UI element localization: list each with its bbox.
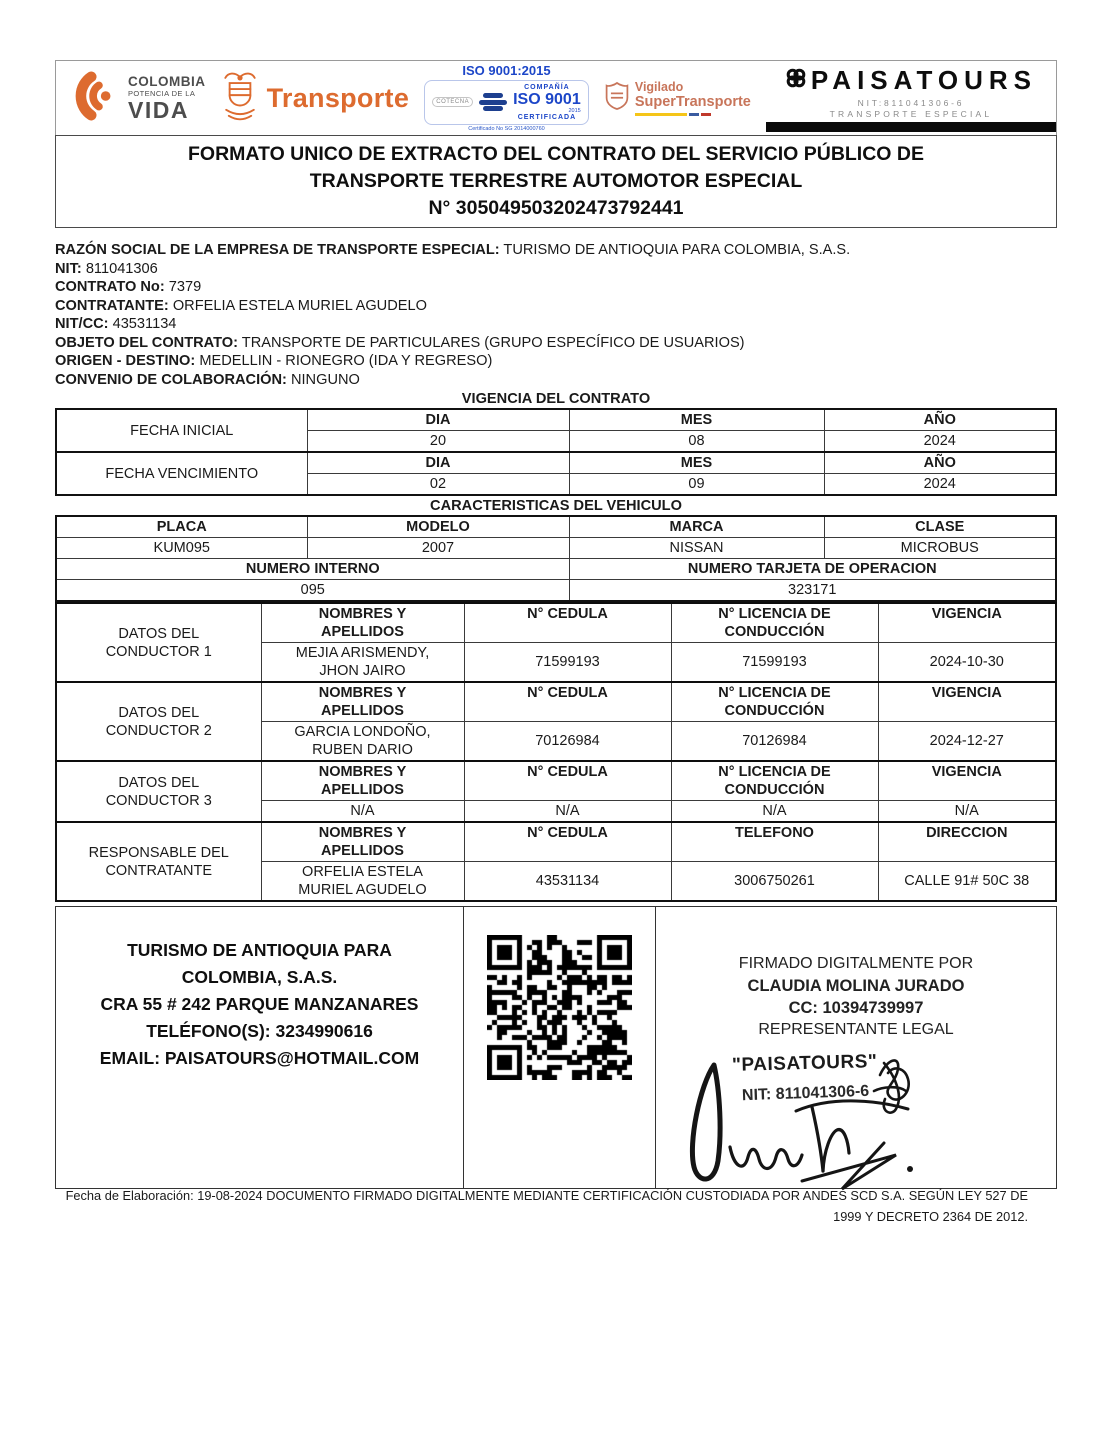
title-number: N° 305049503202473792441 (428, 197, 684, 219)
stamp-nit: NIT: 811041306-6 (741, 1082, 870, 1105)
info-row: ORIGEN - DESTINO: MEDELLIN - RIONEGRO (IDA Y REGRESO) (55, 353, 493, 369)
iso-title: ISO 9001:2015 (462, 62, 551, 78)
colombia-flag-bars (635, 113, 751, 116)
paisatours-nit: NIT:811041306-6 (857, 97, 965, 108)
cell-value: 3006750261 (671, 862, 878, 902)
column-header: MES (569, 452, 824, 474)
section-label: RESPONSABLE DEL CONTRATANTE (56, 822, 261, 901)
column-header: NOMBRES Y APELLIDOS (261, 822, 464, 862)
table-row (56, 761, 1056, 801)
cell-value: 09 (569, 474, 824, 496)
title-line-1: FORMATO UNICO DE EXTRACTO DEL CONTRATO DEL SERVICIO PÚBLICO DE (187, 143, 924, 165)
column-header: N° CEDULA (464, 822, 671, 862)
company-address: CRA 55 # 242 PARQUE MANZANARES (100, 994, 419, 1014)
transporte-logo (221, 69, 410, 128)
info-row: OBJETO DEL CONTRATO: TRANSPORTE DE PARTICULARES (GRUPO ESPECÍFICO DE USUARIOS) (55, 334, 745, 351)
column-header: NUMERO TARJETA DE OPERACION (569, 559, 1056, 580)
iso-cert-number: Certificado No SG 2014000760 (468, 126, 545, 132)
company-email: EMAIL: PAISATOURS@HOTMAIL.COM (99, 1048, 420, 1068)
info-row: RAZÓN SOCIAL DE LA EMPRESA DE TRANSPORTE ESPECIAL: TURISMO DE ANTIOQUIA PARA COLOMBIA, S.A.S. (55, 242, 851, 258)
cell-value: 70126984 (671, 722, 878, 762)
table-row (56, 822, 1056, 862)
stamp-company: "PAISATOURS" (731, 1051, 878, 1076)
contract-info (55, 241, 1057, 389)
cell-value: 2024-12-27 (878, 722, 1056, 762)
vigencia-heading: VIGENCIA DEL CONTRATO (461, 391, 651, 407)
row-label: FECHA VENCIMIENTO (56, 452, 307, 495)
colombia-vida-label: VIDA (128, 96, 189, 123)
cotecna-label: COTECNA (432, 97, 473, 107)
column-header: PLACA (56, 516, 307, 538)
cell-value: 43531134 (464, 862, 671, 902)
iso-compania: COMPAÑÍA (524, 83, 570, 91)
company-info (56, 907, 464, 1188)
column-header: N° LICENCIA DE CONDUCCIÓN (671, 761, 878, 801)
colombia-label: COLOMBIA (128, 73, 206, 89)
header-logos (55, 60, 1057, 136)
paisatours-knot-icon (785, 67, 807, 94)
cell-value: 71599193 (464, 643, 671, 683)
info-row: NIT: 811041306 (55, 260, 158, 277)
signer-cc: CC: 10394739997 (788, 999, 924, 1017)
column-header: NOMBRES Y APELLIDOS (261, 761, 464, 801)
row-label: FECHA INICIAL (56, 409, 307, 452)
column-header: VIGENCIA (878, 761, 1056, 801)
signed-by-label: FIRMADO DIGITALMENTE POR (738, 955, 974, 972)
column-header: N° CEDULA (464, 682, 671, 722)
cell-value: 70126984 (464, 722, 671, 762)
section-label: DATOS DEL CONDUCTOR 2 (56, 682, 261, 761)
cell-value: 2024 (824, 474, 1056, 496)
table-row (56, 452, 1056, 474)
column-header: AÑO (824, 452, 1056, 474)
vigilado-label: Vigilado (634, 79, 684, 94)
iso-certification-logo (424, 64, 588, 133)
column-header: TELEFONO (671, 822, 878, 862)
column-header: DIA (307, 409, 569, 431)
colombia-logo (72, 71, 206, 126)
document-title (55, 135, 1057, 228)
cell-value: N/A (878, 801, 1056, 823)
column-header: DIRECCION (878, 822, 1056, 862)
table-row (56, 682, 1056, 722)
qr-code (487, 935, 632, 1080)
vigilado-logo (604, 81, 751, 116)
column-header: AÑO (824, 409, 1056, 431)
paisatours-black-bar (766, 122, 1056, 132)
company-phone: TELÉFONO(S): 3234990616 (146, 1021, 373, 1041)
supertransporte-label: SuperTransporte (634, 94, 751, 110)
company-signature-block (55, 906, 1057, 1189)
info-row: CONTRATO No: 7379 (55, 279, 202, 295)
cell-value: NISSAN (569, 538, 824, 559)
table-row (56, 603, 1056, 643)
paisatours-wordmark: PAISATOURS (810, 64, 1038, 95)
column-header: N° LICENCIA DE CONDUCCIÓN (671, 603, 878, 643)
cell-value: 2007 (307, 538, 569, 559)
cell-value: 20 (307, 431, 569, 453)
column-header: CLASE (824, 516, 1056, 538)
colombia-sublabel: POTENCIA DE LA (128, 89, 196, 98)
vehiculo-heading: CARACTERISTICAS DEL VEHICULO (430, 498, 682, 514)
cell-value: CALLE 91# 50C 38 (878, 862, 1056, 902)
transporte-crest-icon (221, 69, 259, 128)
title-line-2: TRANSPORTE TERRESTRE AUTOMOTOR ESPECIAL (309, 170, 803, 192)
cell-value: ORFELIA ESTELA MURIEL AGUDELO (261, 862, 464, 902)
iso-year: 2015 (568, 107, 581, 114)
qr-cell (464, 907, 656, 1188)
column-header: N° LICENCIA DE CONDUCCIÓN (671, 682, 878, 722)
table-row (56, 559, 1056, 580)
colombia-arcs-icon (72, 71, 122, 126)
column-header: VIGENCIA (878, 603, 1056, 643)
column-header: NUMERO INTERNO (56, 559, 569, 580)
vigilado-crest-icon (604, 81, 630, 116)
iso-certificada: CERTIFICADA (517, 114, 577, 121)
cell-value: 71599193 (671, 643, 878, 683)
personas-table (55, 602, 1057, 902)
table-row (56, 538, 1056, 559)
iso-sphere-icon (479, 92, 507, 113)
section-label: DATOS DEL CONDUCTOR 3 (56, 761, 261, 822)
footer-note: Fecha de Elaboración: 19-08-2024 DOCUMENTO FIRMADO DIGITALMENTE MEDIANTE CERTIFICACIÓN CUSTODIADA POR ANDES SCD S.A. SEGÚN LEY 527 DE 1999 Y DECRETO 2364 DE 2012. (65, 1188, 1028, 1224)
vigencia-table (55, 408, 1057, 496)
info-row: CONTRATANTE: ORFELIA ESTELA MURIEL AGUDELO (55, 297, 427, 314)
cell-value: 02 (307, 474, 569, 496)
column-header: NOMBRES Y APELLIDOS (261, 603, 464, 643)
paisatours-tagline: TRANSPORTE ESPECIAL (829, 108, 993, 119)
section-label: DATOS DEL CONDUCTOR 1 (56, 603, 261, 682)
info-row: CONVENIO DE COLABORACIÓN: NINGUNO (55, 371, 360, 388)
iso-9001: ISO 9001 (513, 90, 581, 108)
transporte-label: Transporte (266, 82, 410, 113)
cell-value: MICROBUS (824, 538, 1056, 559)
column-header: MODELO (307, 516, 569, 538)
column-header: N° CEDULA (464, 603, 671, 643)
cell-value: N/A (261, 801, 464, 823)
signer-role: REPRESENTANTE LEGAL (758, 1021, 954, 1038)
table-row (56, 580, 1056, 602)
cell-value: N/A (671, 801, 878, 823)
info-row: NIT/CC: 43531134 (55, 316, 177, 332)
column-header: NOMBRES Y APELLIDOS (261, 682, 464, 722)
table-row (56, 516, 1056, 538)
signature (684, 1051, 934, 1201)
column-header: N° CEDULA (464, 761, 671, 801)
column-header: VIGENCIA (878, 682, 1056, 722)
paisatours-logo (766, 65, 1056, 132)
cell-value: N/A (464, 801, 671, 823)
cell-value: MEJIA ARISMENDY, JHON JAIRO (261, 643, 464, 683)
signer-name: CLAUDIA MOLINA JURADO (747, 977, 965, 995)
cell-value: GARCIA LONDOÑO, RUBEN DARIO (261, 722, 464, 762)
cell-value: 08 (569, 431, 824, 453)
cell-value: 2024-10-30 (878, 643, 1056, 683)
table-row (56, 409, 1056, 431)
cell-value: 2024 (824, 431, 1056, 453)
cell-value: KUM095 (56, 538, 307, 559)
column-header: DIA (307, 452, 569, 474)
column-header: MARCA (569, 516, 824, 538)
cell-value: 323171 (569, 580, 1056, 602)
company-name: TURISMO DE ANTIOQUIA PARA COLOMBIA, S.A.S. (127, 940, 392, 987)
document-page (55, 60, 1057, 1189)
vehiculo-table (55, 515, 1057, 602)
column-header: MES (569, 409, 824, 431)
signature-cell (656, 907, 1056, 1188)
cell-value: 095 (56, 580, 569, 602)
